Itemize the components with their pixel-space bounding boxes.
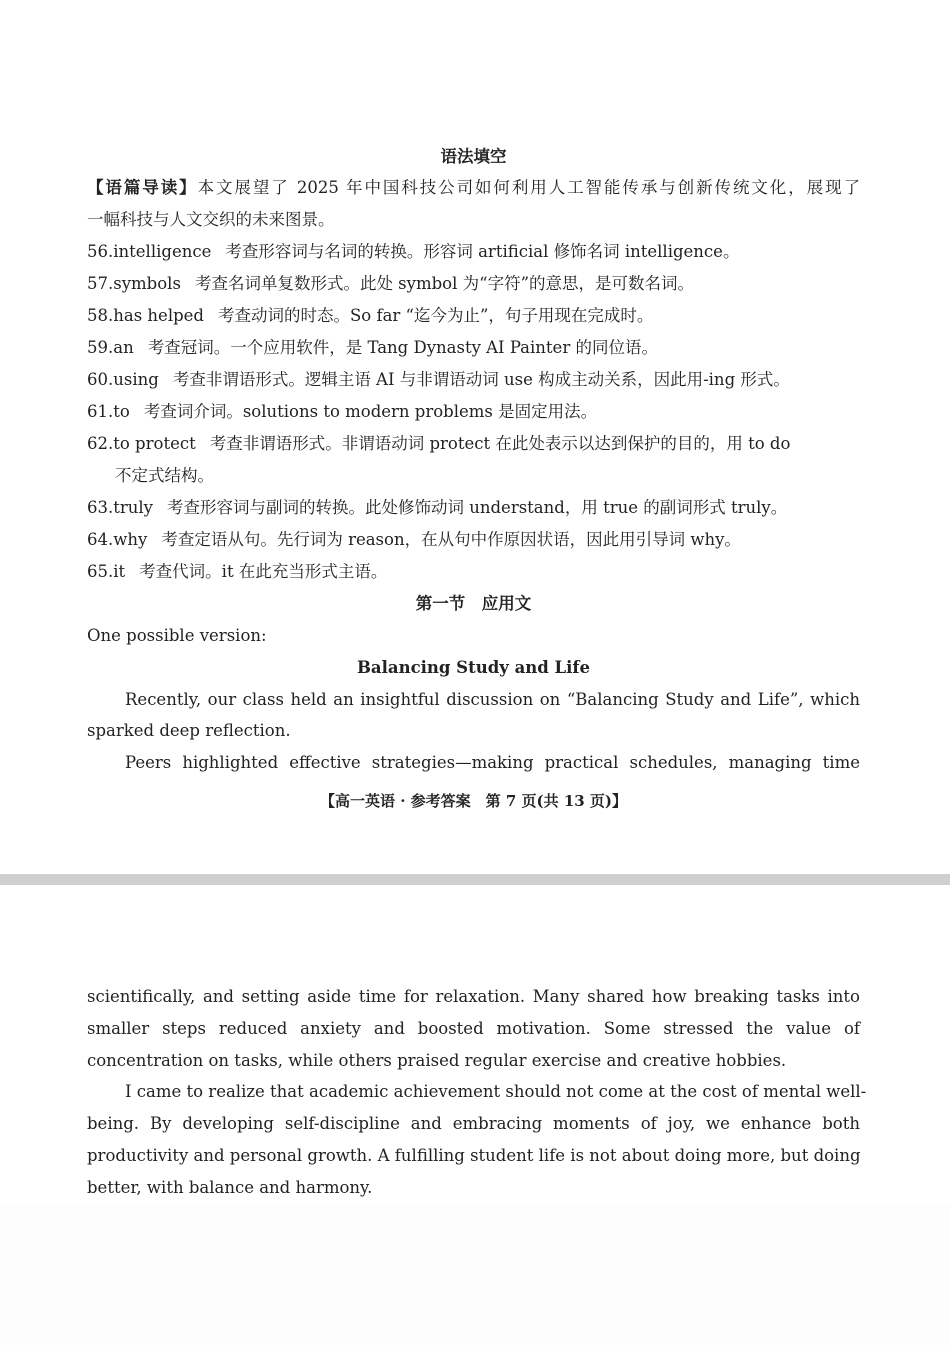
- item-explanation: 考查名词单复数形式。此处 symbol 为“字符”的意思，是可数名词。: [194, 274, 695, 293]
- item-explanation: 考查定语从句。先行词为 reason，在从句中作原因状语，因此用引导词 why。: [161, 530, 741, 549]
- item-answer: truly: [113, 498, 153, 517]
- answer-item: [87, 273, 860, 295]
- item-answer: to: [113, 402, 130, 421]
- item-number: 59.: [87, 338, 114, 357]
- essay-line: concentration on tasks, while others praised regular exercise and creative hobbies.: [87, 1051, 787, 1070]
- answer-item: [87, 337, 860, 359]
- item-answer: symbols: [113, 274, 181, 293]
- section2-title: 第一节 应用文: [415, 594, 532, 613]
- item-explanation: 考查非谓语形式。逻辑主语 AI 与非谓语动词 use 构成主动关系，因此用-ing 形式。: [172, 370, 790, 389]
- item-number: 62.: [87, 434, 114, 453]
- essay-line: better, with balance and harmony.: [87, 1178, 373, 1197]
- essay-line: scientifically, and setting aside time for relaxation. Many shared how breaking tasks into: [87, 987, 860, 1006]
- essay-title: Balancing Study and Life: [356, 658, 591, 677]
- item-number: 56.: [87, 242, 114, 261]
- page-footer: 【高一英语 · 参考答案 第 7 页(共 13 页)】: [319, 792, 628, 810]
- item-explanation: 考查动词的时态。So far “迄今为止”，句子用现在完成时。: [217, 306, 654, 325]
- version-label: One possible version:: [87, 626, 267, 645]
- item-explanation: 考查词介词。solutions to modern problems 是固定用法。: [143, 402, 598, 421]
- item-answer: why: [113, 530, 148, 549]
- item-explanation: 考查形容词与副词的转换。此处修饰动词 understand，用 true 的副词形式 truly。: [167, 498, 788, 517]
- item-number: 63.: [87, 498, 114, 517]
- item-number: 58.: [87, 306, 114, 325]
- intro-line-2: 一幅科技与人文交织的未来图景。: [87, 210, 335, 229]
- essay-line: smaller steps reduced anxiety and boosted motivation. Some stressed the value of: [87, 1019, 860, 1038]
- section-title: 语法填空: [440, 147, 507, 166]
- answer-item: [87, 401, 860, 423]
- item-number: 61.: [87, 402, 114, 421]
- item-answer: has helped: [113, 306, 204, 325]
- item-explanation: 考查冠词。一个应用软件，是 Tang Dynasty AI Painter 的同位语。: [147, 338, 658, 357]
- intro-text: 本文展望了 2025 年中国科技公司如何利用人工智能传承与创新传统文化，展现了: [197, 178, 861, 197]
- item-answer: using: [113, 370, 159, 389]
- intro-line-1: [87, 177, 860, 199]
- answer-item: [87, 561, 860, 583]
- item-number: 64.: [87, 530, 114, 549]
- item-answer: an: [113, 338, 134, 357]
- item-answer: it: [113, 562, 126, 581]
- essay-line: being. By developing self-discipline and embracing moments of joy, we enhance both: [87, 1114, 860, 1133]
- answer-item: [87, 305, 860, 327]
- answer-item: [87, 529, 860, 551]
- answer-item: [87, 369, 860, 391]
- answer-item: [87, 241, 860, 263]
- essay-line: Peers highlighted effective strategies—making practical schedules, managing time: [125, 753, 860, 772]
- item-explanation: 考查形容词与名词的转换。形容词 artificial 修饰名词 intelligence。: [225, 242, 740, 261]
- page-bottom-blank: [0, 1205, 950, 1345]
- item-number: 60.: [87, 370, 114, 389]
- essay-line: sparked deep reflection.: [87, 721, 291, 740]
- item-explanation: 考查代词。it 在此充当形式主语。: [139, 562, 388, 581]
- essay-line: productivity and personal growth. A fulfilling student life is not about doing more, but doing: [87, 1146, 861, 1165]
- answer-item: [87, 433, 860, 455]
- essay-line: I came to realize that academic achievement should not come at the cost of mental well-: [125, 1082, 867, 1101]
- item-answer: intelligence: [113, 242, 212, 261]
- item-explanation: 考查非谓语形式。非谓语动词 protect 在此处表示以达到保护的目的，用 to do: [209, 434, 791, 453]
- item-number: 65.: [87, 562, 114, 581]
- answer-item-continuation: 不定式结构。: [115, 466, 214, 485]
- item-answer: to protect: [113, 434, 196, 453]
- answer-item: [87, 497, 860, 519]
- intro-label: 【语篇导读】: [87, 178, 198, 197]
- page-separator: [0, 874, 950, 885]
- essay-line: Recently, our class held an insightful discussion on “Balancing Study and Life”, which: [125, 690, 860, 709]
- item-number: 57.: [87, 274, 114, 293]
